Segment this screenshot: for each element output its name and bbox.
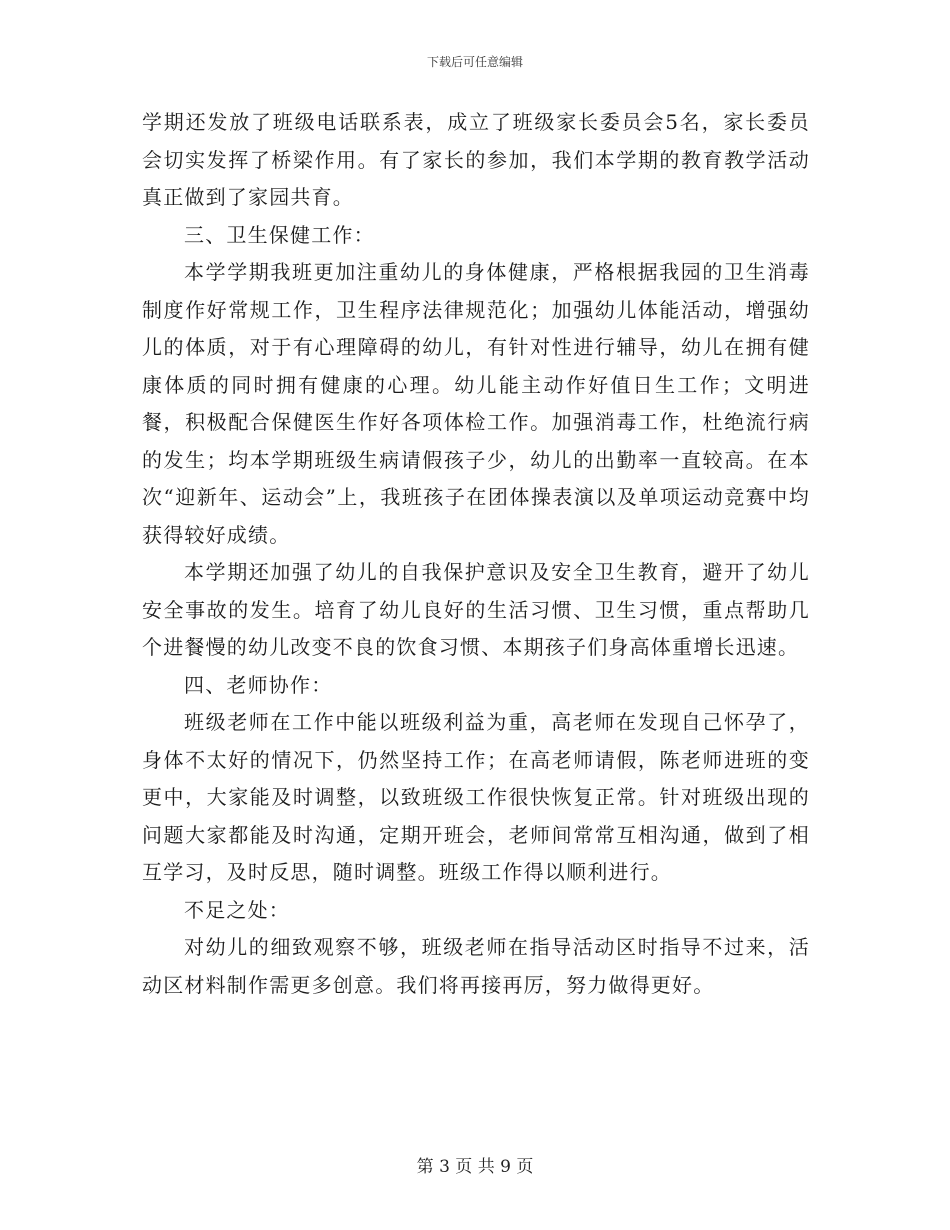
section-heading-teacher-cooperation: 四、老师协作： [184,672,333,697]
page-number: 第 3 页 共 9 页 [416,1157,534,1177]
page-header: 下载后可任意编辑 [426,55,523,69]
paragraph-teacher-cooperation: 班级老师在工作中能以班级利益为重，高老师在发现自己怀孕了，身体不太好的情况下，仍然坚持工作；在高老师请假，陈老师进班的变更中，大家能及时调整，以致班级工作很快恢复正常。针对班级出现的问题大家都能及时沟通，定期开班会，老师间常常互相沟通，做到了相互学习，及时反思，随时调整。班级工作得以顺利进行。 [142,710,810,884]
paragraph-intro: 学期还发放了班级电话联系表，成立了班级家长委员会5名，家长委员会切实发挥了桥梁作用。有了家长的参加，我们本学期的教育教学活动真正做到了家园共育。 [142,110,810,209]
document-body [142,104,810,1004]
paragraph-safety-education: 本学期还加强了幼儿的自我保护意识及安全卫生教育，避开了幼儿安全事故的发生。培育了幼儿良好的生活习惯、卫生习惯，重点帮助几个进餐慢的幼儿改变不良的饮食习惯、本期孩子们身高体重增长迅速。 [142,560,810,659]
section-heading-shortcomings: 不足之处： [184,897,290,922]
section-heading-hygiene: 三、卫生保健工作： [184,222,375,247]
paragraph-hygiene-health: 本学学期我班更加注重幼儿的身体健康，严格根据我园的卫生消毒制度作好常规工作，卫生程序法律规范化；加强幼儿体能活动，增强幼儿的体质，对于有心理障碍的幼儿，有针对性进行辅导，幼儿在拥有健康体质的同时拥有健康的心理。幼儿能主动作好值日生工作；文明进餐，积极配合保健医生作好各项体检工作。加强消毒工作，杜绝流行病的发生；均本学期班级生病请假孩子少，幼儿的出勤率一直较高。在本次“迎新年、运动会”上，我班孩子在团体操表演以及单项运动竞赛中均获得较好成绩。 [142,260,810,547]
paragraph-shortcomings: 对幼儿的细致观察不够，班级老师在指导活动区时指导不过来，活动区材料制作需更多创意。我们将再接再厉，努力做得更好。 [142,935,810,997]
